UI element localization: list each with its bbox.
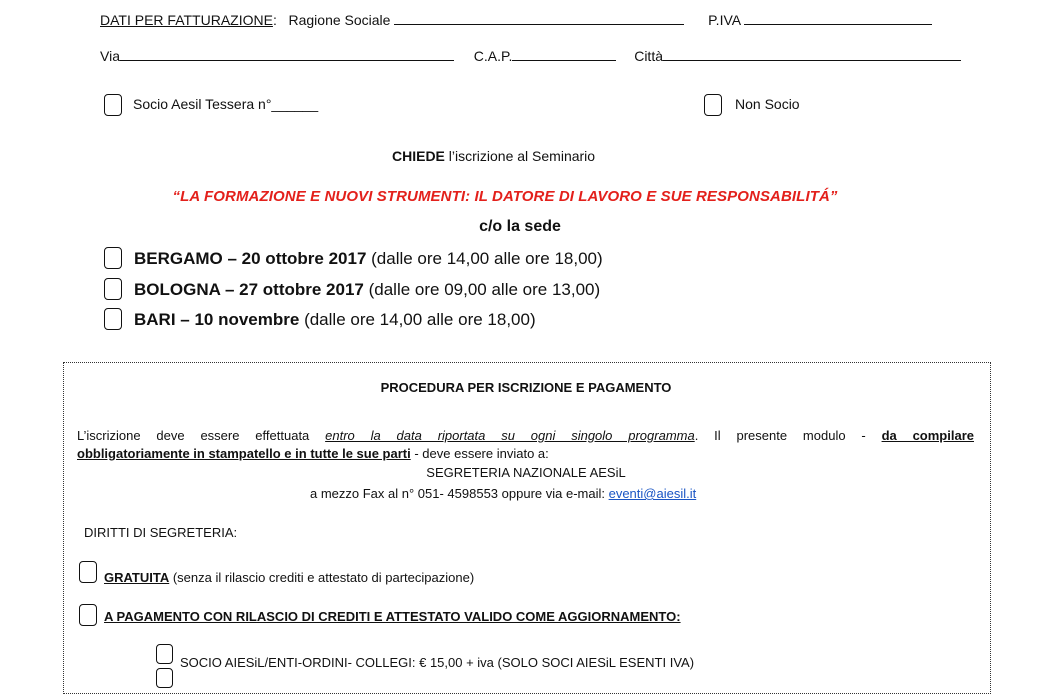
session-bologna-checkbox[interactable] bbox=[104, 278, 122, 300]
non-socio-checkbox[interactable] bbox=[704, 94, 722, 116]
socio-label: Socio Aesil Tessera n°______ bbox=[133, 96, 319, 112]
contact-line bbox=[310, 486, 696, 501]
paid-option-label: A PAGAMENTO CON RILASCIO DI CREDITI E ATTESTATO VALIDO COME AGGIORNAMENTO: bbox=[104, 609, 681, 624]
non-socio-label: Non Socio bbox=[735, 96, 800, 112]
procedure-paragraph-line-2 bbox=[77, 446, 549, 461]
cap-label: C.A.P. bbox=[473, 48, 513, 64]
paid-option-checkbox[interactable] bbox=[79, 604, 97, 626]
free-option-note: (senza il rilascio crediti e attestato di partecipazione) bbox=[169, 570, 475, 585]
procedure-p1-d: da compilare bbox=[881, 428, 974, 443]
procedure-deadline: entro la data riportata su ogni singolo programma bbox=[325, 428, 695, 443]
free-option bbox=[104, 570, 474, 585]
procedure-heading: PROCEDURA PER ISCRIZIONE E PAGAMENTO bbox=[380, 380, 672, 395]
cap-field[interactable] bbox=[512, 46, 616, 61]
ragione-sociale-label: Ragione Sociale bbox=[288, 12, 391, 28]
session-bergamo bbox=[134, 249, 603, 269]
secretariat-name: SEGRETERIA NAZIONALE AESiL bbox=[426, 465, 626, 480]
session-bergamo-city: BERGAMO – 20 ottobre 2017 bbox=[134, 249, 367, 268]
session-bergamo-checkbox[interactable] bbox=[104, 247, 122, 269]
request-line bbox=[392, 148, 595, 164]
procedure-p2-b: - deve essere inviato a: bbox=[410, 446, 549, 461]
free-option-label: GRATUITA bbox=[104, 570, 170, 585]
billing-row-2 bbox=[100, 46, 961, 64]
email-link[interactable]: eventi@aiesil.it bbox=[608, 486, 697, 501]
next-fee-checkbox[interactable] bbox=[156, 668, 173, 688]
citta-field[interactable] bbox=[663, 46, 961, 61]
session-bari-time: (dalle ore 14,00 alle ore 18,00) bbox=[299, 310, 536, 329]
request-rest: l’iscrizione al Seminario bbox=[444, 148, 596, 164]
via-label: Via bbox=[100, 48, 120, 64]
chiede-word: CHIEDE bbox=[392, 148, 445, 164]
fax-text: a mezzo Fax al n° 051- 4598553 oppure via e-mail: bbox=[310, 486, 609, 501]
session-bologna-time: (dalle ore 09,00 alle ore 13,00) bbox=[363, 280, 601, 299]
procedure-p2-a: obbligatoriamente in stampatello e in tutte le sue parti bbox=[77, 446, 411, 461]
fees-heading: DIRITTI DI SEGRETERIA: bbox=[84, 525, 238, 540]
seminar-title: “LA FORMAZIONE E NUOVI STRUMENTI: IL DATORE DI LAVORO E SUE RESPONSABILITÁ” bbox=[172, 188, 838, 205]
seminar-venue: c/o la sede bbox=[479, 218, 561, 235]
free-option-checkbox[interactable] bbox=[79, 561, 97, 583]
piva-label: P.IVA bbox=[708, 12, 741, 28]
session-bari-checkbox[interactable] bbox=[104, 308, 122, 330]
billing-row-1 bbox=[100, 10, 932, 28]
socio-checkbox[interactable] bbox=[104, 94, 122, 116]
citta-label: Città bbox=[634, 48, 663, 64]
via-field[interactable] bbox=[120, 46, 454, 61]
session-bari bbox=[134, 310, 536, 330]
session-bologna-city: BOLOGNA – 27 ottobre 2017 bbox=[134, 280, 364, 299]
piva-field[interactable] bbox=[744, 10, 932, 25]
procedure-p1-a: L’iscrizione deve essere effettuata bbox=[77, 428, 326, 443]
session-bologna bbox=[134, 280, 600, 300]
billing-heading: DATI PER FATTURAZIONE bbox=[100, 12, 273, 28]
session-bari-city: BARI – 10 novembre bbox=[134, 310, 300, 329]
member-fee-label: SOCIO AIESiL/ENTI-ORDINI- COLLEGI: € 15,00 + iva (SOLO SOCI AIESiL ESENTI IVA) bbox=[180, 655, 695, 670]
session-bergamo-time: (dalle ore 14,00 alle ore 18,00) bbox=[366, 249, 603, 268]
member-fee-checkbox[interactable] bbox=[156, 644, 173, 664]
procedure-paragraph-line-1 bbox=[77, 428, 974, 443]
billing-colon: : bbox=[272, 12, 277, 28]
ragione-sociale-field[interactable] bbox=[394, 10, 684, 25]
procedure-p1-c: . Il presente modulo - bbox=[694, 428, 882, 443]
